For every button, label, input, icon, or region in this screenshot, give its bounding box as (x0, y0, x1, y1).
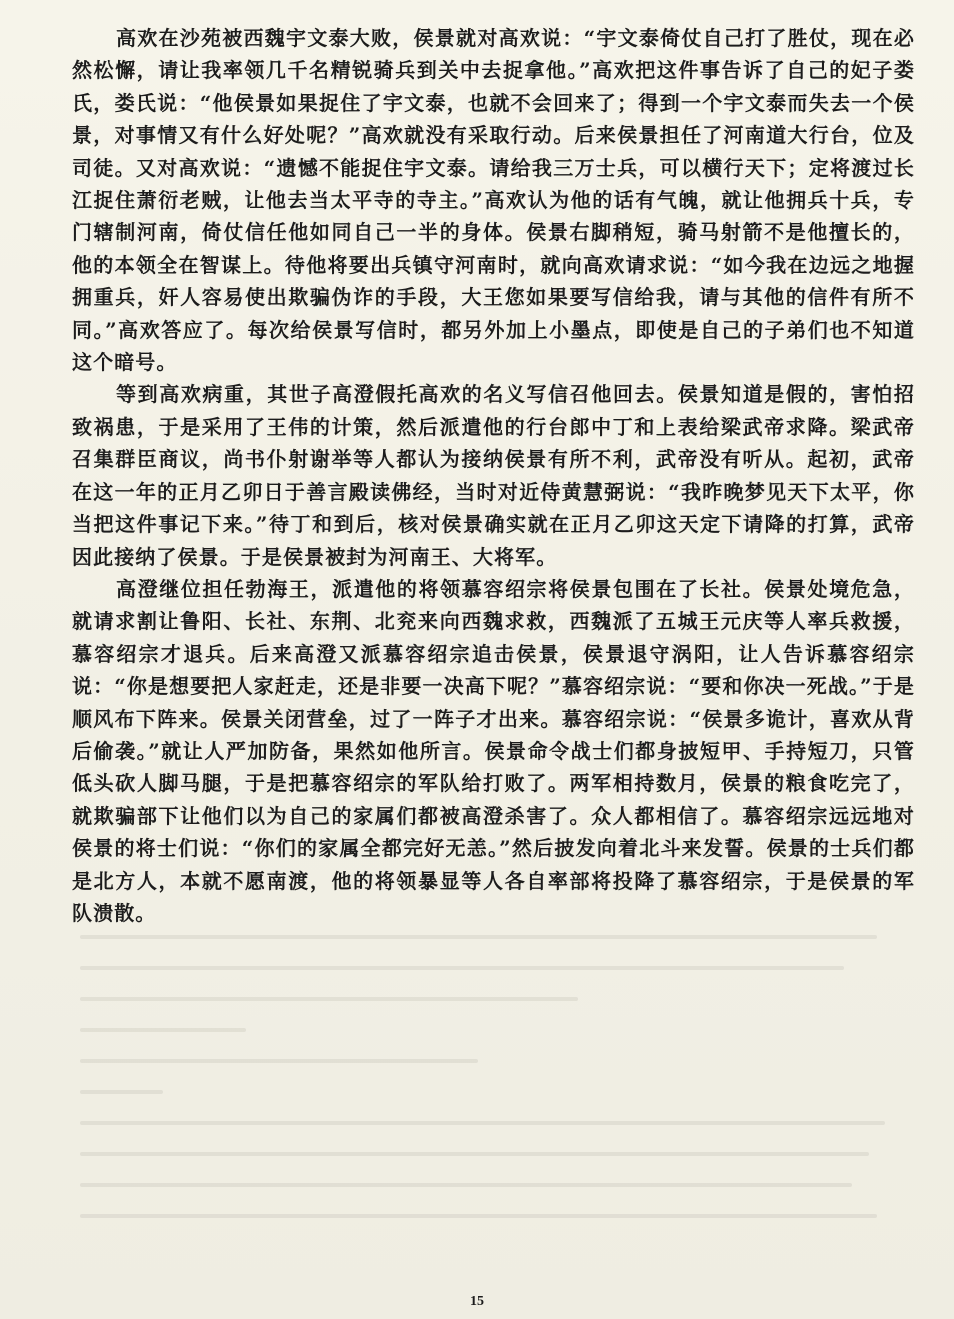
bleed-through-text (80, 935, 910, 1265)
body-text (72, 22, 915, 929)
paragraph-2: 等到高欢病重，其世子高澄假托高欢的名义写信召他回去。侯景知道是假的，害怕招致祸患，于是采用了王伟的计策，然后派遣他的行台郎中丁和上表给梁武帝求降。梁武帝召集群臣商议，尚书仆射谢举等人都认为接纳侯景有所不利，武帝没有听从。起初，武帝在这一年的正月乙卯日于善言殿读佛经，当时对近侍黄慧弼说：“我昨晚梦见天下太平，你当把这件事记下来。”待丁和到后，核对侯景确实就在正月乙卯这天定下请降的打算，武帝因此接纳了侯景。于是侯景被封为河南王、大将军。 (72, 382, 915, 569)
page-number: 15 (470, 1294, 484, 1309)
paragraph-3: 高澄继位担任勃海王，派遣他的将领慕容绍宗将侯景包围在了长社。侯景处境危急，就请求割让鲁阳、长社、东荆、北兖来向西魏求救，西魏派了五城王元庆等人率兵救援，慕容绍宗才退兵。后来高澄又派慕容绍宗追击侯景，侯景退守涡阳，让人告诉慕容绍宗说：“你是想要把人家赶走，还是非要一决高下呢？”慕容绍宗说：“要和你决一死战。”于是顺风布下阵来。侯景关闭营垒，过了一阵子才出来。慕容绍宗说：“侯景多诡计，喜欢从背后偷袭。”就让人严加防备，果然如他所言。侯景命令战士们都身披短甲、手持短刀，只管低头砍人脚马腿，于是把慕容绍宗的军队给打败了。两军相持数月，侯景的粮食吃完了，就欺骗部下让他们以为自己的家属们都被高澄杀害了。众人都相信了。慕容绍宗远远地对侯景的将士们说：“你们的家属全都完好无恙。”然后披发向着北斗来发誓。侯景的士兵们都是北方人，本就不愿南渡，他的将领暴显等人各自率部将投降了慕容绍宗，于是侯景的军队溃散。 (72, 576, 915, 925)
paragraph-1: 高欢在沙苑被西魏宇文泰大败，侯景就对高欢说：“宇文泰倚仗自己打了胜仗，现在必然松懈，请让我率领几千名精锐骑兵到关中去捉拿他。”高欢把这件事告诉了自己的妃子娄氏，娄氏说：“他侯景如果捉住了宇文泰，也就不会回来了；得到一个宇文泰而失去一个侯景，对事情又有什么好处呢？”高欢就没有采取行动。后来侯景担任了河南道大行台，位及司徒。又对高欢说：“遗憾不能捉住宇文泰。请给我三万士兵，可以横行天下；定将渡过长江捉住萧衍老贼，让他去当太平寺的寺主。”高欢认为他的话有气魄，就让他拥兵十兵，专门辖制河南，倚仗信任他如同自己一半的身体。侯景右脚稍短，骑马射箭不是他擅长的，他的本领全在智谋上。待他将要出兵镇守河南时，就向高欢请求说：“如今我在边远之地握拥重兵，奸人容易使出欺骗伪诈的手段，大王您如果要写信给我，请与其他的信件有所不同。”高欢答应了。每次给侯景写信时，都另外加上小墨点，即使是自己的子弟们也不知道这个暗号。 (72, 26, 915, 375)
